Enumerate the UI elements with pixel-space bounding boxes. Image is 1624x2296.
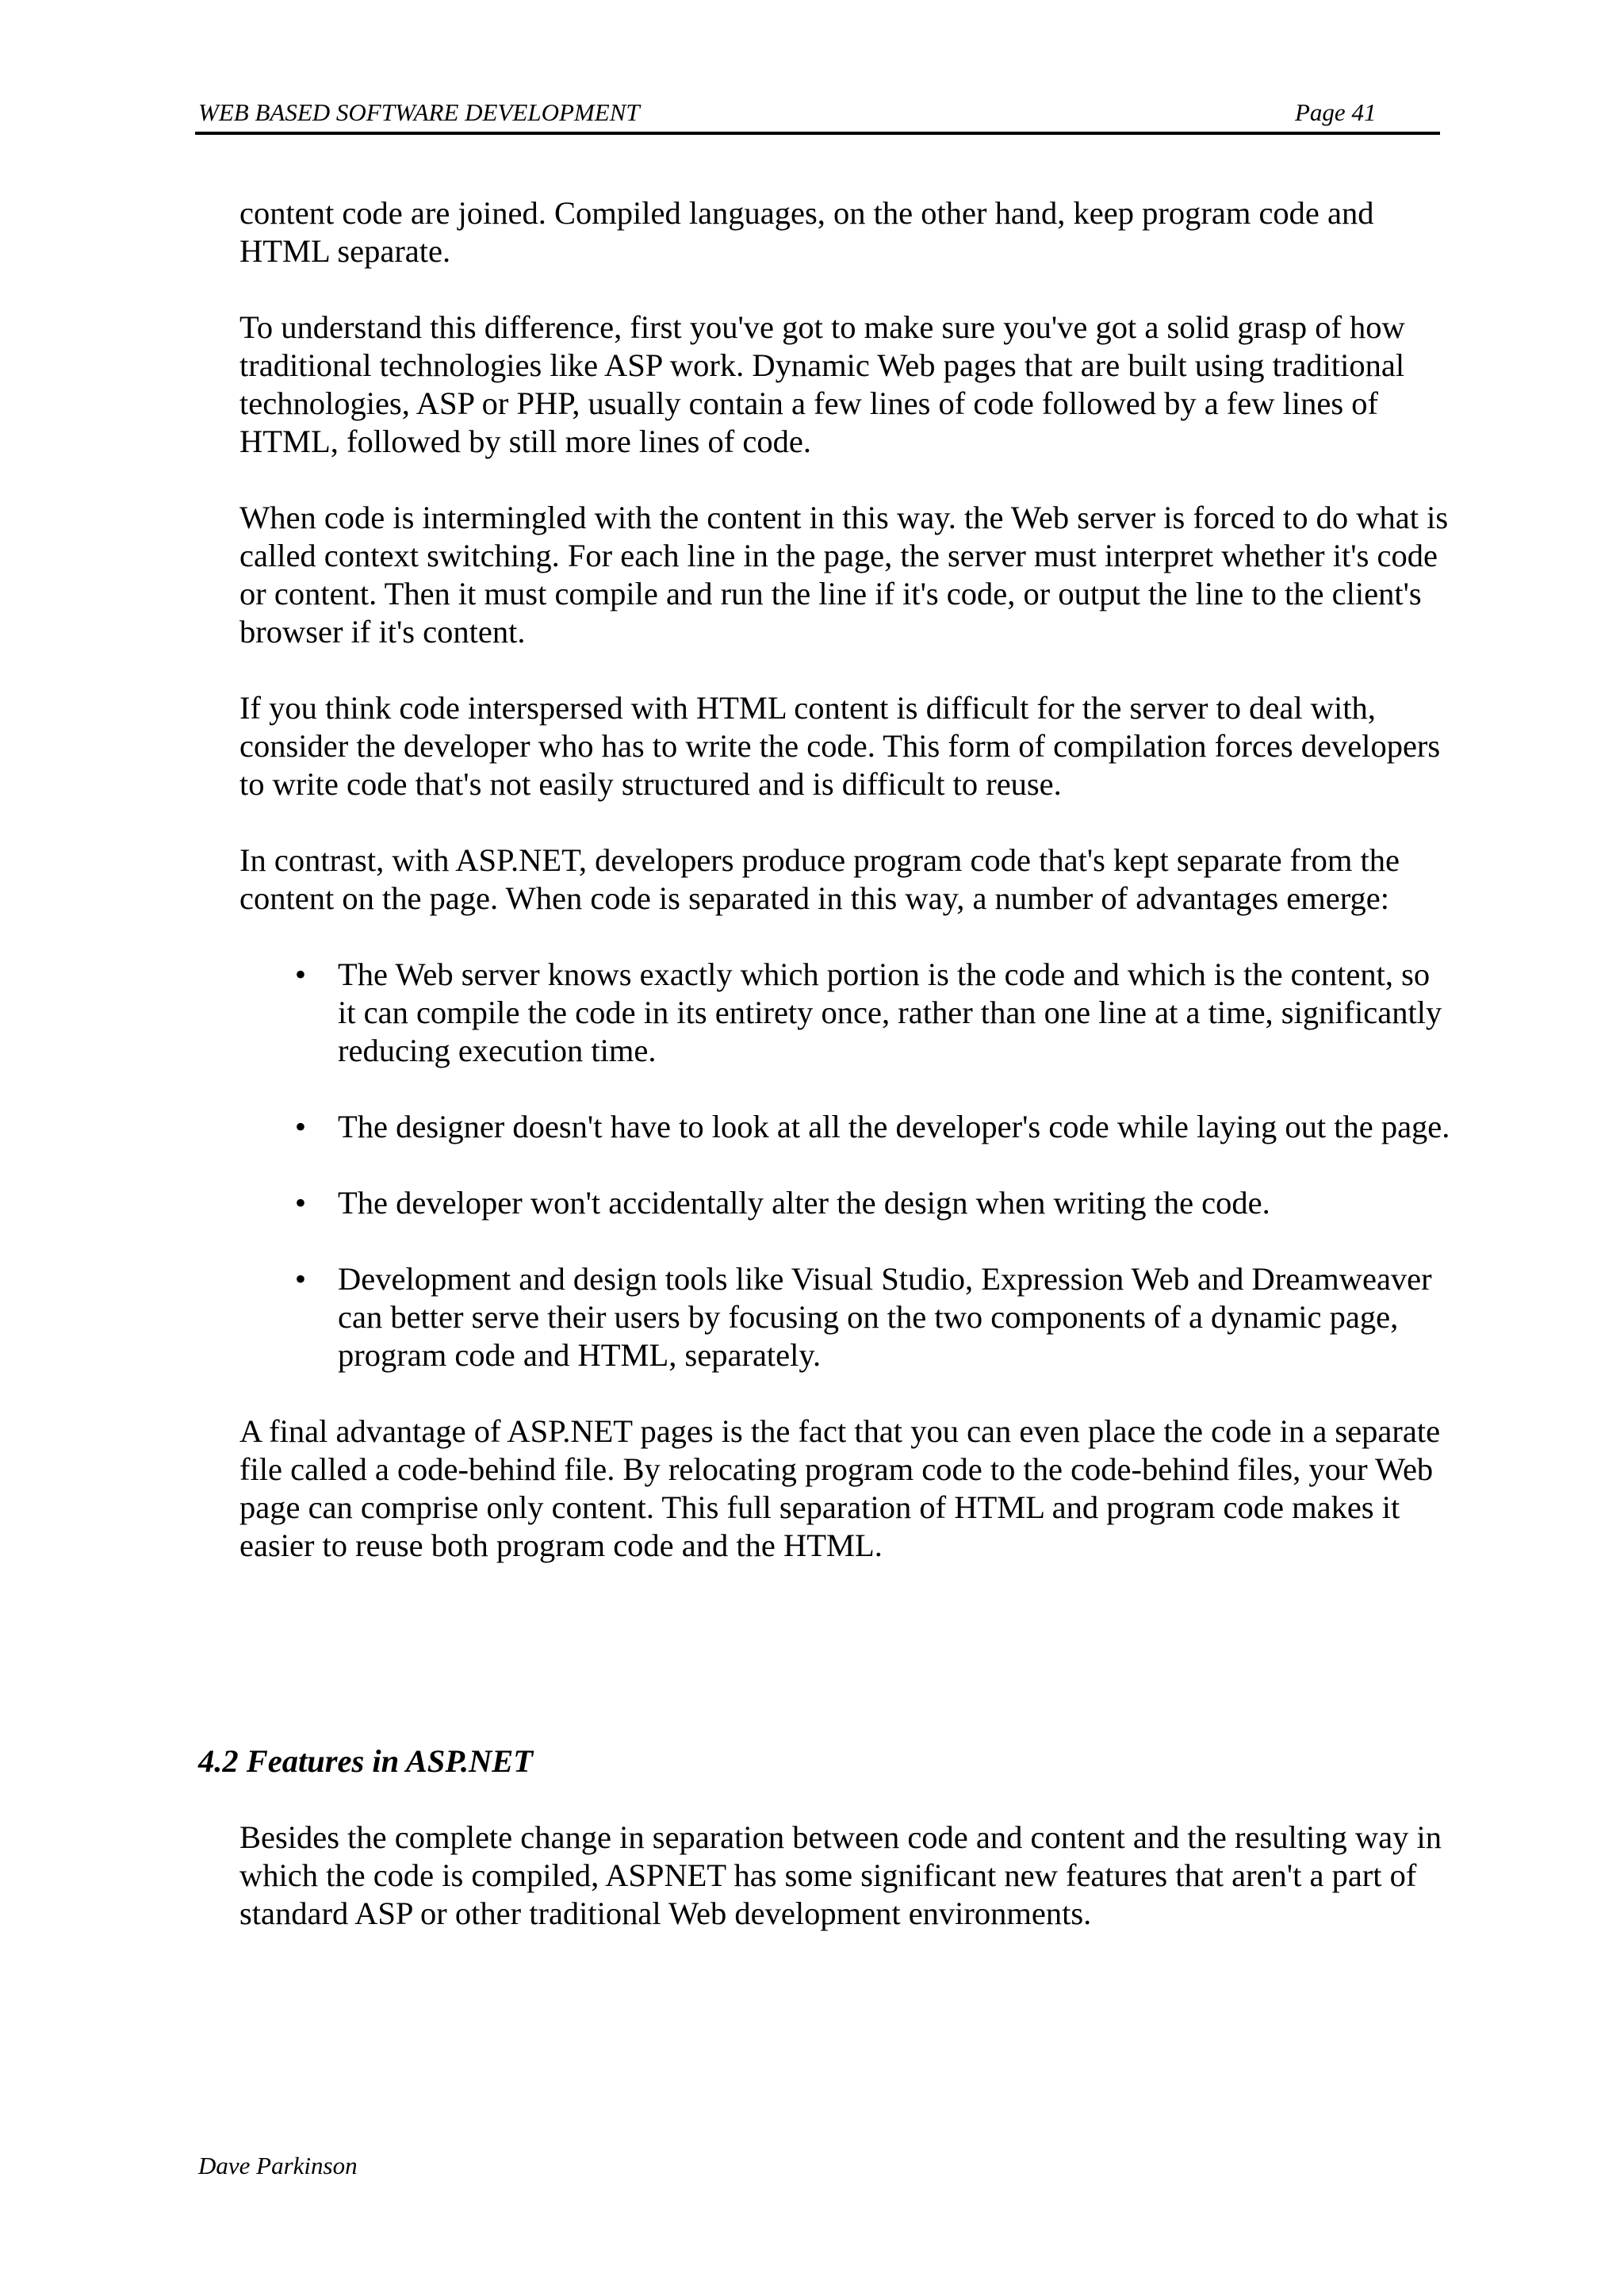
paragraph: In contrast, with ASP.NET, developers produce program code that's kept separate from the content on the page. When code is separated in this way, a number of advantages emerge: — [239, 842, 1400, 916]
list-item-text: The developer won't accidentally alter the design when writing the code. — [338, 1185, 1270, 1221]
paragraph: Besides the complete change in separation between code and content and the resulting way in which the code is compiled, ASPNET has some significant new features that aren't a part of standard ASP or other traditional Web development environments. — [239, 1819, 1442, 1931]
bullet-icon: • — [294, 1185, 307, 1221]
bullet-icon: • — [294, 956, 307, 992]
bullet-icon: • — [294, 1109, 307, 1144]
list-item-text: The designer doesn't have to look at all the developer's code while laying out the page. — [338, 1109, 1450, 1144]
paragraph: When code is intermingled with the content in this way. the Web server is forced to do what is called context switching. For each line in the page, the server must interpret whether it's code or content. Then it must compile and run the line if it's code, or output the line to the client's browser if it's content. — [239, 500, 1449, 650]
list-item-text: The Web server knows exactly which portion is the code and which is the content, so it can compile the code in its entirety once, rather than one line at a time, significantly reducing execution time. — [338, 956, 1442, 1068]
closing-paragraph: A final advantage of ASP.NET pages is the fact that you can even place the code in a separate file called a code-behind file. By relocating program code to the code-behind files, your Web page can comprise only content. This full separation of HTML and program code makes it easier to reuse both program code and the HTML. — [239, 1413, 1441, 1563]
page-header — [195, 94, 1440, 135]
list-item — [239, 1184, 1453, 1222]
advantages-list — [239, 956, 1453, 1374]
paragraph: To understand this difference, first you've got to make sure you've got a solid grasp of how traditional technologies like ASP work. Dynamic Web pages that are built using traditional technologies, ASP or PHP, usually contain a few lines of code followed by a few lines of HTML, followed by still more lines of code. — [239, 309, 1405, 459]
list-item — [239, 956, 1453, 1070]
list-item-text: Development and design tools like Visual Studio, Expression Web and Dreamweaver can better serve their users by focusing on the two components of a dynamic page, program code and HTML, separately. — [338, 1261, 1432, 1373]
list-item — [239, 1260, 1453, 1374]
page-number: Page 41 — [1295, 98, 1377, 126]
section-content — [239, 1819, 1453, 1933]
document-title: WEB BASED SOFTWARE DEVELOPMENT — [198, 98, 640, 126]
paragraph: If you think code interspersed with HTML content is difficult for the server to deal with, consider the developer who has to write the code. This form of compilation forces developers to write code that's not easily structured and is difficult to reuse. — [239, 690, 1441, 802]
paragraph: content code are joined. Compiled languages, on the other hand, keep program code and HTML separate. — [239, 195, 1374, 269]
bullet-icon: • — [294, 1261, 307, 1297]
page-footer-author: Dave Parkinson — [198, 2152, 358, 2179]
main-content — [239, 194, 1453, 1603]
list-item — [239, 1108, 1453, 1146]
section-heading: 4.2 Features in ASP.NET — [198, 1743, 533, 1779]
